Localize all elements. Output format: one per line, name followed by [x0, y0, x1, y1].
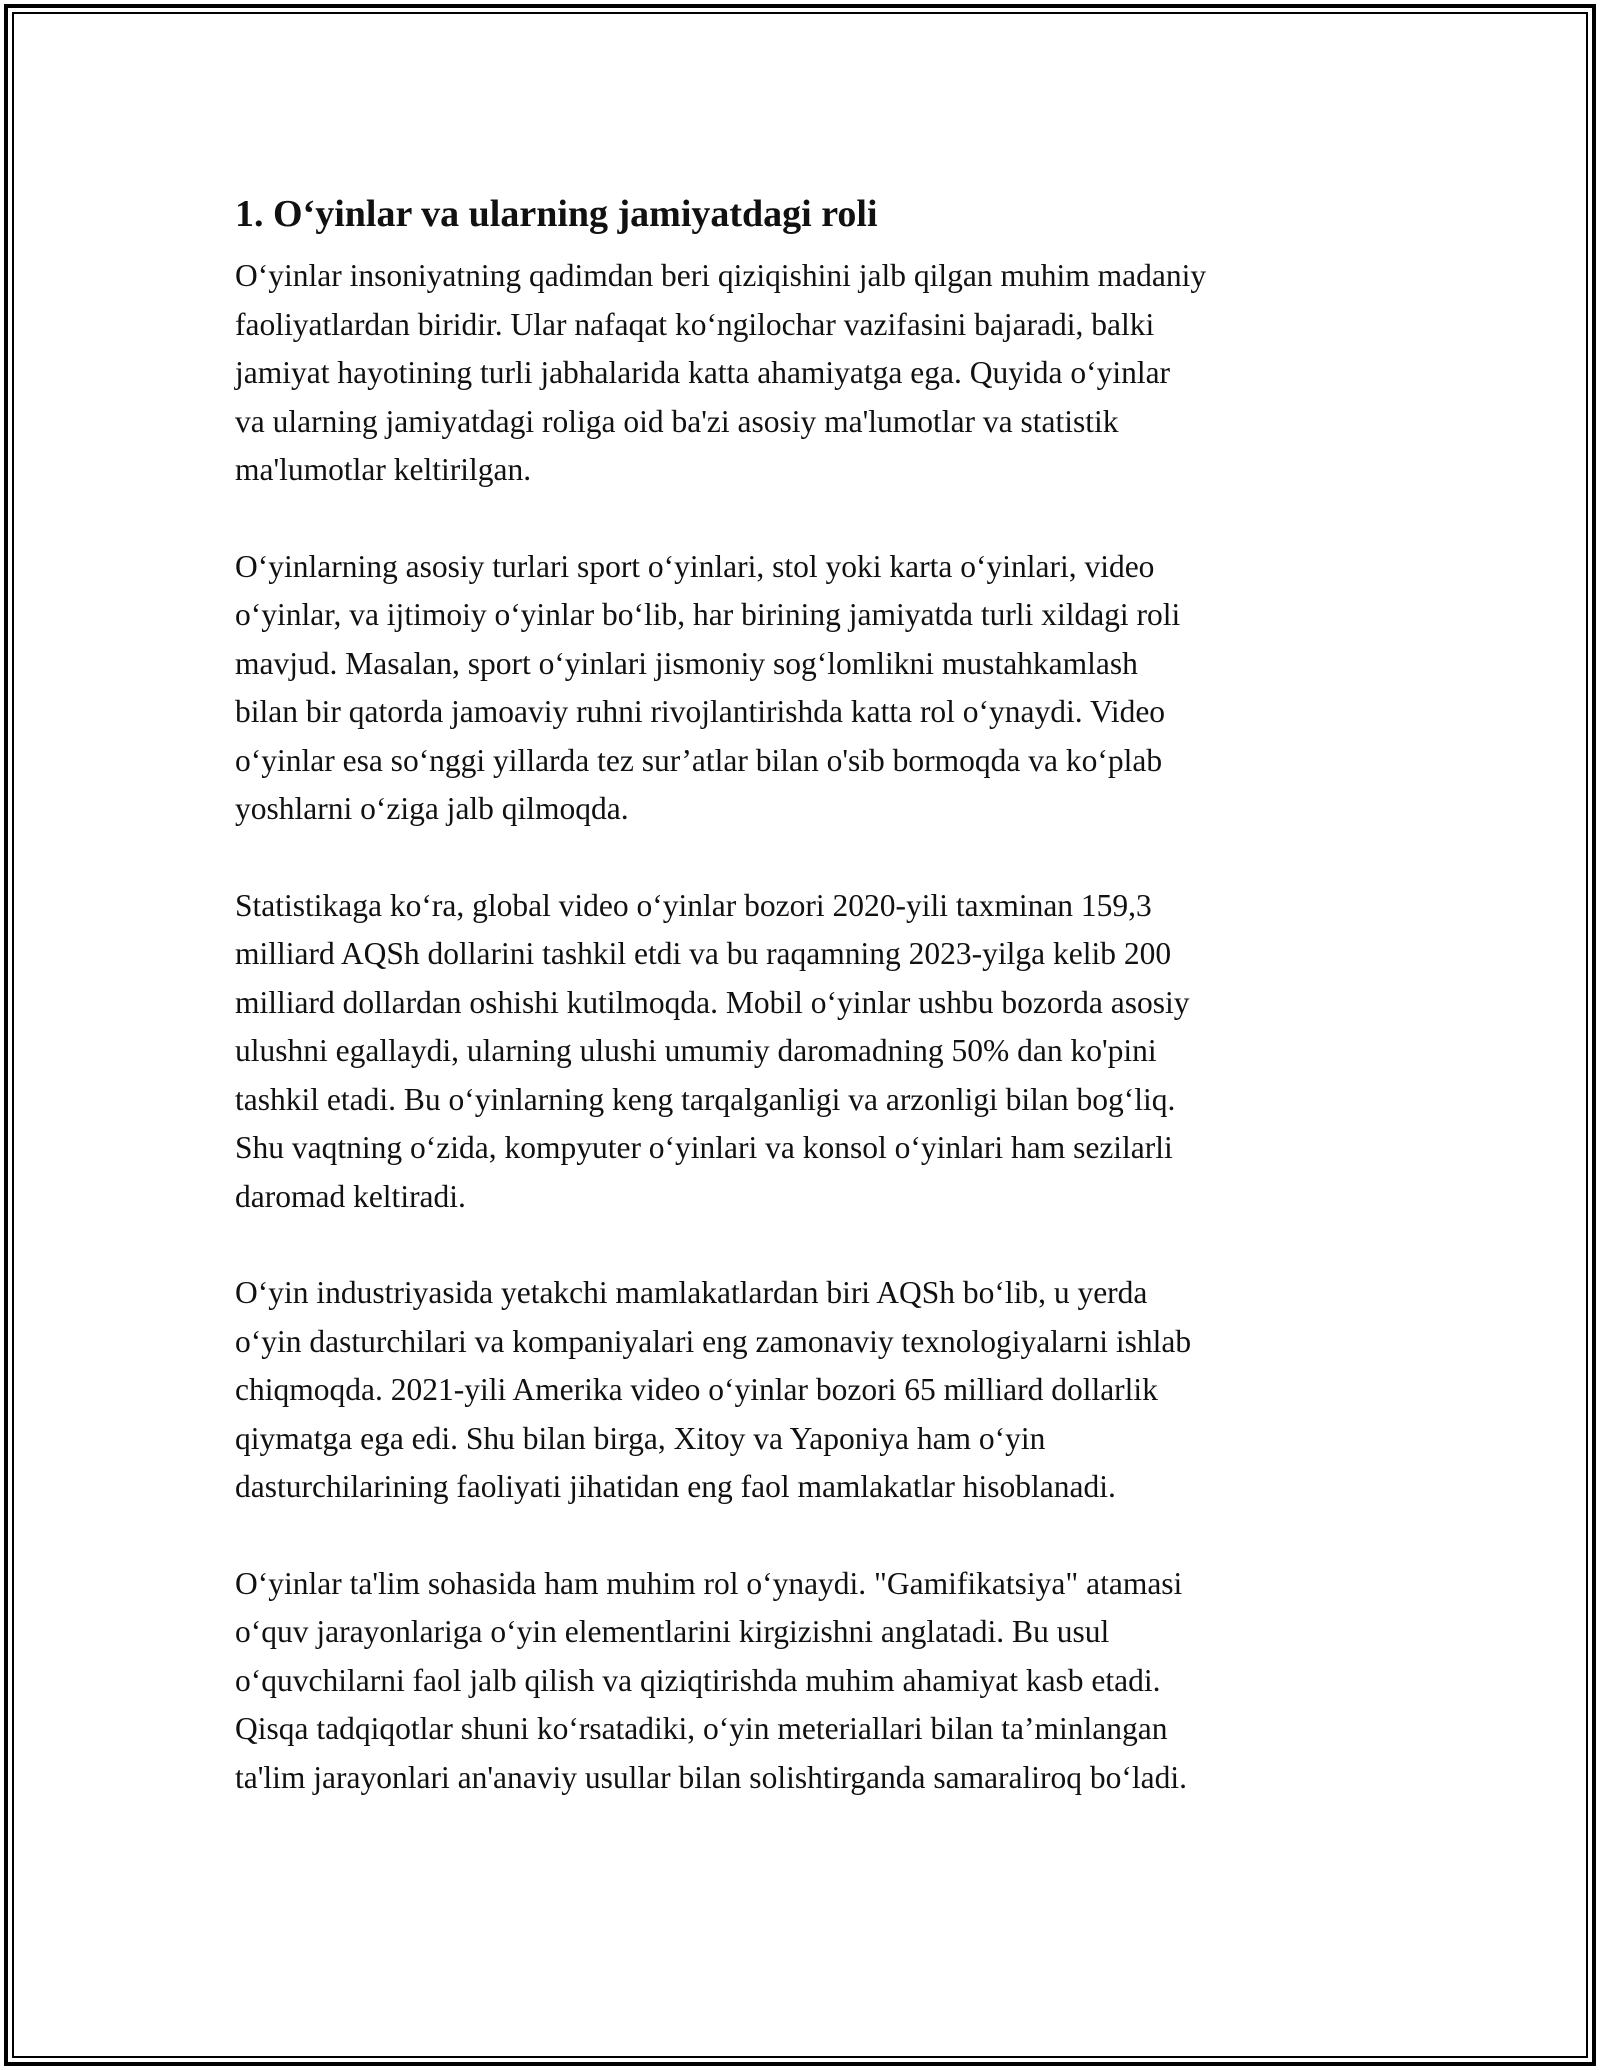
- paragraph-line: ma'lumotlar keltirilgan.: [235, 452, 532, 487]
- paragraph-line: Statistikaga ko‘ra, global video o‘yinlar bozori 2020-yili taxminan 159,3: [235, 887, 1152, 923]
- paragraph-3: [235, 882, 1395, 1222]
- document-body: [235, 186, 1395, 1850]
- paragraph-line: bilan bir qatorda jamoaviy ruhni rivojlantirishda katta rol o‘ynaydi. Video: [235, 694, 1166, 729]
- paragraph-line: o‘yinlar esa so‘nggi yillarda tez sur’atlar bilan o'sib bormoqda va ko‘plab: [235, 742, 1163, 778]
- paragraph-line: o‘yinlar, va ijtimoiy o‘yinlar bo‘lib, har birining jamiyatda turli xildagi roli: [235, 597, 1181, 632]
- paragraph-line: qiymatga ega edi. Shu bilan birga, Xitoy va Yaponiya ham o‘yin: [235, 1420, 1046, 1456]
- paragraph-line: tashkil etadi. Bu o‘yinlarning keng tarqalganligi va arzonligi bilan bog‘liq.: [235, 1081, 1176, 1117]
- paragraph-line: daromad keltiradi.: [235, 1178, 466, 1214]
- paragraph-line: yoshlarni o‘ziga jalb qilmoqda.: [235, 791, 629, 826]
- paragraphs-container: [235, 252, 1395, 1802]
- paragraph-line: mavjud. Masalan, sport o‘yinlari jismoniy sog‘lomlikni mustahkamlash: [235, 645, 1138, 681]
- paragraph-line: Shu vaqtning o‘zida, kompyuter o‘yinlari va konsol o‘yinlari ham sezilarli: [235, 1130, 1173, 1165]
- paragraph-line: milliard AQSh dollarini tashkil etdi va bu raqamning 2023-yilga kelib 200: [235, 936, 1172, 971]
- paragraph-line: va ularning jamiyatdagi roliga oid ba'zi asosiy ma'lumotlar va statistik: [235, 403, 1119, 439]
- paragraph-4: [235, 1269, 1395, 1512]
- paragraph-line: milliard dollardan oshishi kutilmoqda. Mobil o‘yinlar ushbu bozorda asosiy: [235, 984, 1190, 1020]
- paragraph-1: [235, 252, 1395, 495]
- paragraph-line: o‘yin dasturchilari va kompaniyalari eng zamonaviy texnologiyalarni ishlab: [235, 1323, 1192, 1359]
- paragraph-line: Qisqa tadqiqotlar shuni ko‘rsatadiki, o‘yin meteriallari bilan ta’minlangan: [235, 1711, 1168, 1746]
- paragraph-line: faoliyatlardan biridir. Ular nafaqat ko‘ngilochar vazifasini bajaradi, balki: [235, 306, 1155, 342]
- paragraph-line: O‘yin industriyasida yetakchi mamlakatlardan biri AQSh bo‘lib, u yerda: [235, 1275, 1148, 1310]
- paragraph-line: O‘yinlar insoniyatning qadimdan beri qiziqishini jalb qilgan muhim madaniy: [235, 258, 1207, 293]
- paragraph-line: O‘yinlarning asosiy turlari sport o‘yinlari, stol yoki karta o‘yinlari, video: [235, 548, 1155, 584]
- paragraph-line: o‘quvchilarni faol jalb qilish va qiziqtirishda muhim ahamiyat kasb etadi.: [235, 1662, 1161, 1698]
- paragraph-line: jamiyat hayotining turli jabhalarida katta ahamiyatga ega. Quyida o‘yinlar: [235, 355, 1171, 390]
- paragraph-line: ulushni egallaydi, ularning ulushi umumiy daromadning 50% dan ko'pini: [235, 1033, 1157, 1068]
- paragraph-line: dasturchilarining faoliyati jihatidan eng faol mamlakatlar hisoblanadi.: [235, 1469, 1116, 1504]
- section-heading: 1. O‘yinlar va ularning jamiyatdagi roli: [235, 193, 878, 235]
- paragraph-2: [235, 543, 1395, 834]
- paragraph-line: chiqmoqda. 2021-yili Amerika video o‘yinlar bozori 65 milliard dollarlik: [235, 1372, 1158, 1407]
- paragraph-line: O‘yinlar ta'lim sohasida ham muhim rol o‘ynaydi. "Gamifikatsiya" atamasi: [235, 1565, 1183, 1601]
- paragraph-line: o‘quv jarayonlariga o‘yin elementlarini kirgizishni anglatadi. Bu usul: [235, 1614, 1110, 1649]
- paragraph-line: ta'lim jarayonlari an'anaviy usullar bilan solishtirganda samaraliroq bo‘ladi.: [235, 1759, 1187, 1795]
- paragraph-5: [235, 1560, 1395, 1803]
